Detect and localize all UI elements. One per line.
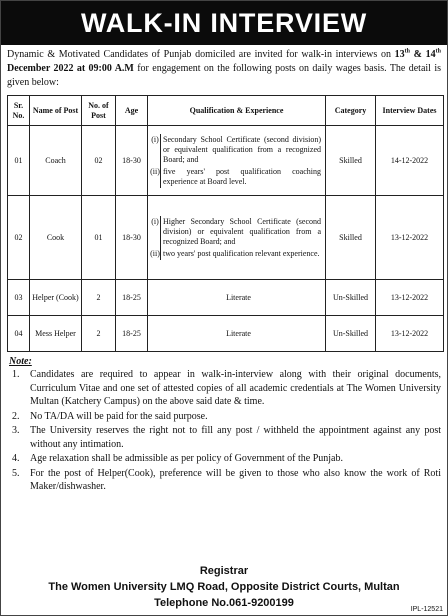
list-item <box>9 452 441 466</box>
note-number: 3. <box>12 425 20 436</box>
intro-paragraph <box>1 45 447 90</box>
cell-name: Cook <box>30 196 82 280</box>
date-separator: & <box>409 49 426 60</box>
col-no: No. of Post <box>82 96 116 126</box>
notes-section <box>1 352 447 494</box>
date-a-suffix: th <box>404 48 410 55</box>
telephone: Telephone No.061-9200199 <box>154 597 294 609</box>
qual-num: (ii) <box>150 248 160 258</box>
cell-no: 2 <box>82 280 116 316</box>
registrar-title: Registrar <box>199 565 249 577</box>
note-number: 4. <box>12 453 20 464</box>
cell-age: 18-30 <box>116 126 148 196</box>
date-month-time: December 2022 at 09:00 A.M <box>7 63 134 74</box>
col-dates: Interview Dates <box>376 96 444 126</box>
cell-category: Un-Skilled <box>326 280 376 316</box>
cell-category: Skilled <box>326 126 376 196</box>
intro-text-2: for engagement on the following posts on daily wages basis. The detail is given below: <box>7 63 441 88</box>
cell-sr: 04 <box>8 316 30 352</box>
qual-num: (i) <box>150 216 161 248</box>
posts-table <box>7 95 444 352</box>
cell-date: 13-12-2022 <box>376 280 444 316</box>
ipl-code: IPL-12521 <box>410 606 443 613</box>
cell-qualification: Literate <box>148 280 326 316</box>
cell-no: 02 <box>82 126 116 196</box>
qual-text: Higher Secondary School Certificate (second division) or equivalent qualification from a recognized Board; and <box>163 216 321 246</box>
note-number: 2. <box>12 410 20 422</box>
date-b: 14 <box>425 49 436 60</box>
table-row <box>8 196 444 280</box>
list-item <box>9 424 441 451</box>
col-name: Name of Post <box>30 96 82 126</box>
cell-age: 18-30 <box>116 196 148 280</box>
note-text: The University reserves the right not to fill any post / withheld the appointment against any post without any intimation. <box>30 425 441 450</box>
col-sr: Sr. No. <box>8 96 30 126</box>
banner-title: WALK-IN INTERVIEW <box>1 1 447 45</box>
cell-date: 13-12-2022 <box>376 196 444 280</box>
cell-no: 2 <box>82 316 116 352</box>
note-text: Candidates are required to appear in walk-in-interview along with their original documents, Curriculum Vitae and one set of attested copies of all academic credentials at The Women University Multan (Katchery Campus) on the above said date & time. <box>30 369 441 407</box>
col-category: Category <box>326 96 376 126</box>
col-age: Age <box>116 96 148 126</box>
date-a: 13 <box>394 49 405 60</box>
cell-sr: 01 <box>8 126 30 196</box>
cell-no: 01 <box>82 196 116 280</box>
qual-text: five years' post qualification coaching experience at Board level. <box>163 166 321 186</box>
qual-num: (ii) <box>150 166 161 188</box>
note-number: 5. <box>12 467 20 479</box>
list-item <box>9 368 441 409</box>
cell-date: 13-12-2022 <box>376 316 444 352</box>
table-header-row <box>8 96 444 126</box>
cell-category: Skilled <box>326 196 376 280</box>
cell-qualification <box>148 196 326 280</box>
list-item <box>9 410 441 424</box>
table-row <box>8 316 444 352</box>
footer <box>1 563 447 611</box>
note-text: Age relaxation shall be admissible as per policy of Government of the Punjab. <box>30 453 343 464</box>
notes-title: Note: <box>9 356 32 367</box>
note-number: 1. <box>12 369 20 380</box>
cell-name: Coach <box>30 126 82 196</box>
qual-num: (i) <box>150 134 161 166</box>
cell-age: 18-25 <box>116 280 148 316</box>
cell-sr: 03 <box>8 280 30 316</box>
cell-name: Helper (Cook) <box>30 280 82 316</box>
intro-text-1: Dynamic & Motivated Candidates of Punjab domiciled are invited for walk-in interviews on <box>7 49 391 60</box>
cell-qualification: Literate <box>148 316 326 352</box>
note-text: For the post of Helper(Cook), preference will be given to those who also know the work of Roti Maker/dishwasher. <box>30 467 441 492</box>
cell-qualification <box>148 126 326 196</box>
university-address: The Women University LMQ Road, Opposite District Courts, Multan <box>48 581 400 593</box>
qual-text: two years' post qualification relevant experience. <box>163 248 320 258</box>
date-b-suffix: th <box>435 48 441 55</box>
note-text: No TA/DA will be paid for the said purpose. <box>30 410 208 422</box>
col-qualification: Qualification & Experience <box>148 96 326 126</box>
table-row <box>8 280 444 316</box>
cell-age: 18-25 <box>116 316 148 352</box>
qual-text: Secondary School Certificate (second division) or equivalent qualification from a recognized Board; and <box>163 134 321 164</box>
cell-sr: 02 <box>8 196 30 280</box>
cell-category: Un-Skilled <box>326 316 376 352</box>
cell-date: 14-12-2022 <box>376 126 444 196</box>
cell-name: Mess Helper <box>30 316 82 352</box>
table-row <box>8 126 444 196</box>
notes-list <box>9 368 441 494</box>
list-item <box>9 467 441 494</box>
